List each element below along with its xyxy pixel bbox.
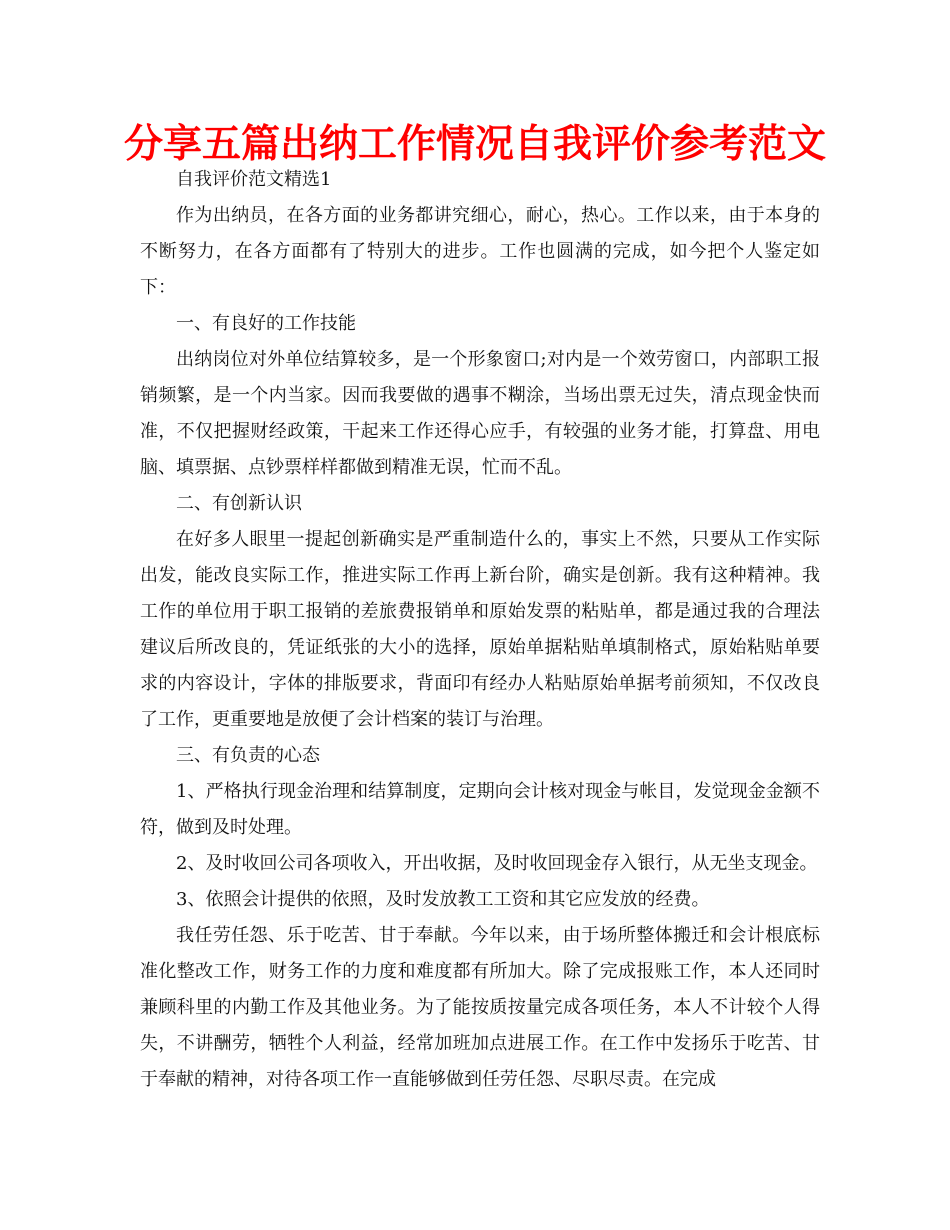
document-body (140, 162, 820, 1098)
document-title: 分享五篇出纳工作情况自我评价参考范文 (123, 122, 826, 167)
section-heading-2: 二、有创新认识 (176, 493, 302, 514)
paragraph-subtitle: 自我评价范文精选1 (176, 169, 332, 190)
list-item-3: 3、依照会计提供的依照，及时发放教工工资和其它应发放的经费。 (176, 889, 710, 910)
paragraph-skills: 出纳岗位对外单位结算较多，是一个形象窗口;对内是一个效劳窗口，内部职工报销频繁，是一个内当家。因而我要做的遇事不糊涂，当场出票无过失，清点现金快而准，不仅把握财经政策，干起来工作还得心应手，有较强的业务才能，打算盘、用电脑、填票据、点钞票样样都做到精准无误，忙而不乱。 (140, 349, 820, 478)
section-heading-1: 一、有良好的工作技能 (176, 313, 356, 334)
paragraph-intro: 作为出纳员，在各方面的业务都讲究细心，耐心，热心。工作以来，由于本身的不断努力，在各方面都有了特别大的进步。工作也圆满的完成，如今把个人鉴定如下： (140, 205, 820, 298)
section-heading-3: 三、有负责的心态 (176, 745, 320, 766)
list-item-2: 2、及时收回公司各项收入，开出收据，及时收回现金存入银行，从无坐支现金。 (176, 853, 818, 874)
list-item-1: 1、严格执行现金治理和结算制度，定期向会计核对现金与帐目，发觉现金金额不符，做到及时处理。 (140, 781, 820, 838)
paragraph-dedication: 我任劳任怨、乐于吃苦、甘于奉献。今年以来，由于场所整体搬迁和会计根底标准化整改工作，财务工作的力度和难度都有所加大。除了完成报账工作，本人还同时兼顾科里的内勤工作及其他业务。为了能按质按量完成各项任务，本人不计较个人得失，不讲酬劳，牺牲个人利益，经常加班加点进展工作。在工作中发扬乐于吃苦、甘于奉献的精神，对待各项工作一直能够做到任劳任怨、尽职尽责。在完成 (140, 925, 820, 1090)
paragraph-innovation: 在好多人眼里一提起创新确实是严重制造什么的，事实上不然，只要从工作实际出发，能改良实际工作，推进实际工作再上新台阶，确实是创新。我有这种精神。我工作的单位用于职工报销的差旅费报销单和原始发票的粘贴单，都是通过我的合理法建议后所改良的，凭证纸张的大小的选择，原始单据粘贴单填制格式，原始粘贴单要求的内容设计，字体的排版要求，背面印有经办人粘贴原始单据考前须知，不仅改良了工作，更重要地是放便了会计档案的装订与治理。 (140, 529, 820, 730)
